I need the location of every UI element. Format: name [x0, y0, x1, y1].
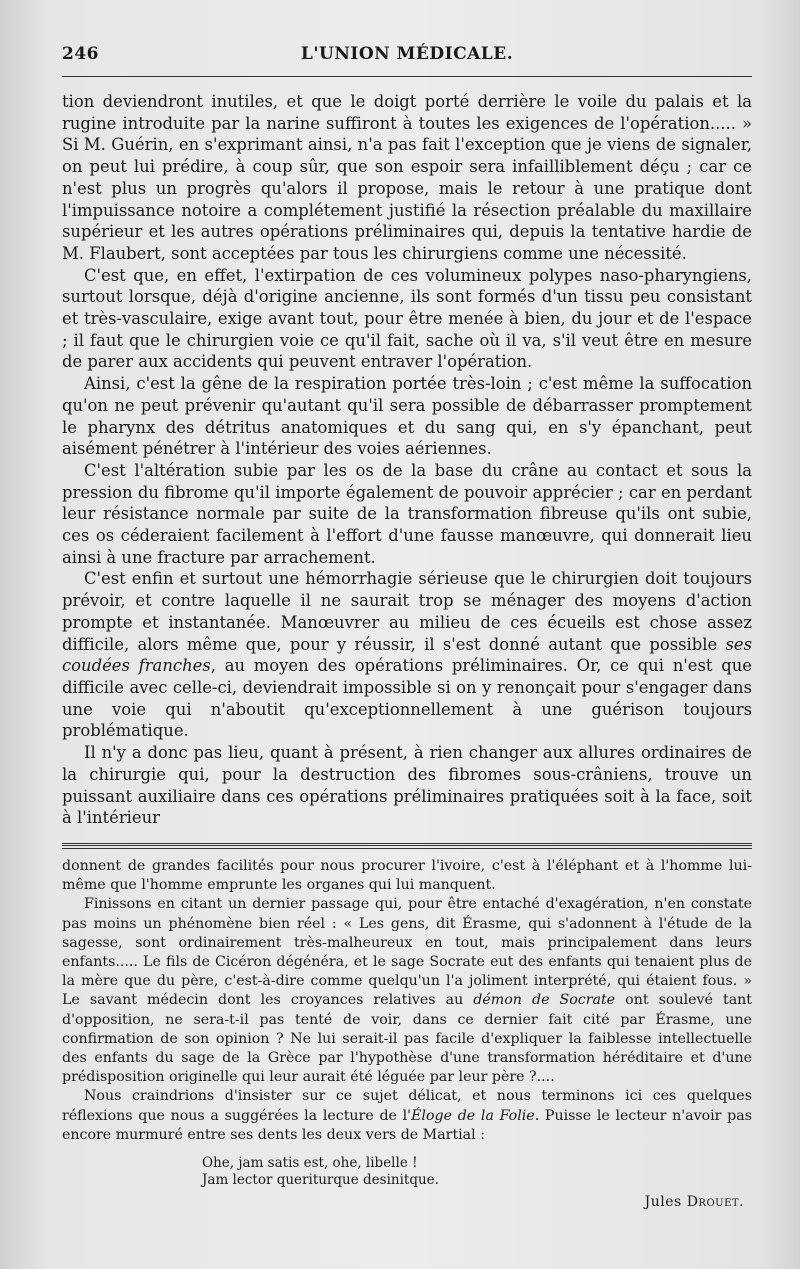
main-paragraph-5-after: , au moyen des opérations préliminaires. Or, ce qui n'est que difficile avec celle-ci, deviendrait impossible si on y renonçait pour s'engager dans une voie qui n'aboutit qu'exceptionnellement à une guérison toujours problématique. — [62, 656, 752, 741]
foot-paragraph-2-after: ont soulevé tant d'opposition, ne sera-t-il pas tenté de voir, dans ce dernier fait cité par Érasme, une confirmation de son opinion ? Ne lui serait-il pas facile d'expliquer la faiblesse intellectuelle des enfants du sage de la Grèce par l'hypothèse d'une transformation héréditaire et d'une prédisposition originelle qui leur aurait été léguée par leur père ?.... — [62, 992, 753, 1086]
foot-paragraph-2-emphasis: démon de Socrate — [473, 992, 616, 1009]
header-rule — [62, 76, 752, 77]
foot-paragraph-3 — [62, 1087, 752, 1145]
running-title: L'UNION MÉDICALE. — [300, 44, 514, 64]
section-divider — [62, 843, 752, 849]
verse-line-2: Jam lector queriturque desinitque. — [202, 1171, 439, 1188]
signature-first-name: Jules — [644, 1193, 682, 1210]
martial-verse — [202, 1155, 752, 1189]
foot-paragraph-2 — [62, 895, 752, 1087]
main-paragraph-5-before: C'est enfin et surtout une hémorrhagie sérieuse que le chirurgien doit toujours prévoir, et contre laquelle il ne saurait trop se ménager des moyens d'action prompte et instantanée. Manœuvrer au milieu de ces écueils est chose assez difficile, alors même que, pour y réussir, il s'est donné autant que possible — [62, 569, 752, 654]
feuilleton-text — [62, 857, 752, 1212]
foot-paragraph-1: donnent de grandes facilités pour nous procurer l'ivoire, c'est à l'éléphant et à l'homme lui-même que l'homme emprunte les organes qui lui manquent. — [62, 857, 752, 894]
foot-paragraph-2-before: Finissons en citant un dernier passage qui, pour être entaché d'exagération, n'en constate pas moins un phénomène bien réel : « Les gens, dit Érasme, qui s'adonnent à l'étude de la sagesse, sont ordinairement très-malheureux en tout, mais principalement dans leurs enfants..... Le fils de Cicéron dégénéra, et le sage Socrate eut des enfants qui tenaient plus de la mère que du père, c'est-à-dire comme quelqu'un l'a joliment interprété, qui étaient fous. » Le savant médecin dont les croyances relatives au — [62, 896, 752, 1009]
main-paragraph-3: Ainsi, c'est la gêne de la respiration portée très-loin ; c'est même la suffocation qu'on ne peut prévenir qu'autant qu'il sera possible de débarrasser promptement le pharynx des détritus anatomiques et du sang qui, en s'y épanchant, peut aisément pénétrer à l'intérieur des voies aériennes. — [62, 374, 752, 459]
foot-paragraph-3-after: . Puisse le lecteur n'avoir pas encore murmuré entre ses dents les deux vers de Martial : — [62, 1107, 752, 1143]
foot-paragraph-3-emphasis: Éloge de la Folie — [411, 1107, 535, 1124]
main-paragraph-1: tion deviendront inutiles, et que le doigt porté derrière le voile du palais et la rugine introduite par la narine suffiront à toutes les exigences de l'opération..... » Si M. Guérin, en s'exprimant ainsi, n'a pas fait l'exception que je viens de signaler, on peut lui prédire, à coup sûr, que son espoir sera infailliblement déçu ; car ce n'est plus un progrès qu'alors il propose, mais le retour à une pratique dont l'impuissance notoire a complétement justifié la résection préalable du maxillaire supérieur et les autres opérations préliminaires qui, depuis la tentative hardie de M. Flaubert, sont acceptées par tous les chirurgiens comme une nécessité. — [62, 92, 752, 263]
main-paragraph-4: C'est l'altération subie par les os de la base du crâne au contact et sous la pression du fibrome qu'il importe également de pouvoir apprécier ; car en perdant leur résistance normale par suite de la transformation fibreuse qu'ils ont subie, ces os céderaient facilement à l'effort d'une fausse manœuvre, qui donnerait lieu ainsi à une fracture par arrachement. — [62, 460, 752, 567]
main-paragraph-5 — [62, 568, 752, 742]
main-paragraph-5-emphasis: ses coudées franches — [62, 634, 752, 676]
main-paragraph-2: C'est que, en effet, l'extirpation de ces volumineux polypes naso-pharyngiens, surtout lorsque, déjà d'origine ancienne, ils sont formés d'un tissu peu consistant et très-vasculaire, exige avant tout, pour être menée à bien, du jour et de l'espace ; il faut que le chirurgien voie ce qu'il fait, sache où il va, s'il veut être en mesure de parer aux accidents qui peuvent entraver l'opération. — [62, 265, 752, 372]
page-header — [62, 40, 752, 70]
author-signature — [62, 1193, 752, 1212]
main-paragraph-6: Il n'y a donc pas lieu, quant à présent, à rien changer aux allures ordinaires de la chirurgie qui, pour la destruction des fibromes sous-crâniens, trouve un puissant auxiliaire dans ces opérations préliminaires pratiquées soit à la face, soit à l'intérieur — [62, 743, 752, 828]
signature-last-name: Drouet. — [686, 1193, 744, 1210]
page-number: 246 — [62, 44, 99, 64]
main-text — [62, 91, 752, 829]
verse-line-1: Ohe, jam satis est, ohe, libelle ! — [202, 1154, 418, 1171]
foot-paragraph-3-before: Nous craindrions d'insister sur ce sujet délicat, et nous terminons ici ces quelques réflexions que nous a suggérées la lecture de l' — [62, 1088, 752, 1124]
